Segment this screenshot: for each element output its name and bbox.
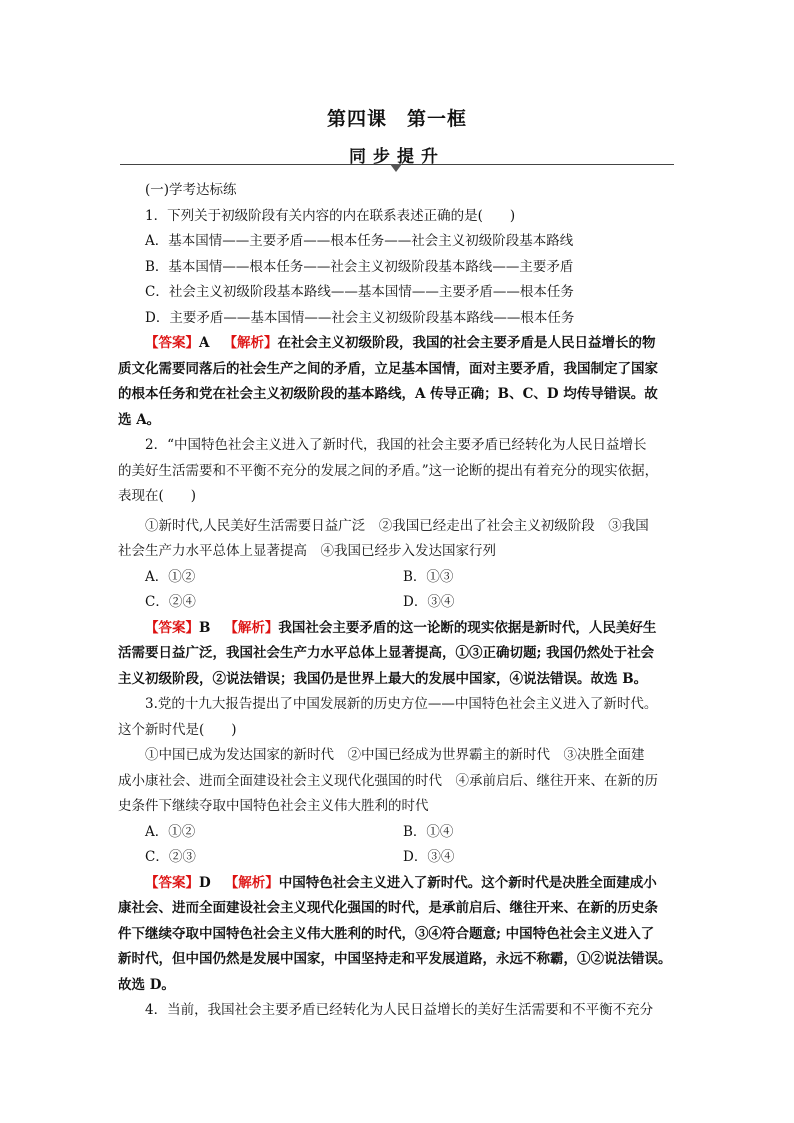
question-3-items-line-3: 史条件下继续夺取中国特色社会主义伟大胜利的时代 — [118, 798, 429, 814]
question-1-option-c: C．社会主义初级阶段基本路线——基本国情——主要矛盾——根本任务 — [145, 284, 574, 300]
question-3-stem-line-1: 3.党的十九大报告提出了中国发展新的历史方位——中国特色社会主义进入了新时代。 — [145, 696, 658, 712]
question-1-option-b: B．基本国情——根本任务——社会主义初级阶段基本路线——主要矛盾 — [145, 258, 574, 275]
analysis-label: 【解析】 — [224, 619, 279, 636]
question-3-items-line-1: ①中国已成为发达国家的新时代 ②中国已经成为世界霸主的新时代 ③决胜全面建 — [145, 747, 645, 763]
question-3-option-d: D．③④ — [403, 849, 455, 865]
question-2-option-c: C．②④ — [145, 594, 196, 610]
page-title: 第四课 第一框 — [326, 108, 467, 130]
question-2-option-b: B．①③ — [403, 568, 454, 585]
section-heading: (一)学考达标练 — [145, 182, 237, 198]
question-1-analysis-line-1: 【答案】A 【解析】在社会主义初级阶段，我国的社会主要矛盾是人民日益增长的物 — [145, 335, 656, 351]
question-3-option-a: A．①② — [145, 823, 196, 840]
question-1-option-d: D．主要矛盾——基本国情——社会主义初级阶段基本路线——根本任务 — [145, 309, 575, 326]
question-3-options-row-2 — [118, 845, 678, 871]
question-1-stem: 1．下列关于初级阶段有关内容的内在联系表述正确的是( ) — [145, 207, 516, 224]
question-4-stem: 4．当前，我国社会主要矛盾已经转化为人民日益增长的美好生活需要和不平衡不充分 — [145, 1002, 654, 1018]
question-2-analysis-line-1: 【答案】B 【解析】我国社会主要矛盾的这一论断的现实依据是新时代，人民美好生 — [145, 619, 657, 636]
question-3-analysis-line-4: 新时代，但中国仍然是发展中国家，中国坚持走和平发展道路，永远不称霸，①②说法错误。 — [118, 951, 672, 967]
question-2-stem-line-1: 2．“中国特色社会主义进入了新时代，我国的社会主要矛盾已经转化为人民日益增长 — [145, 437, 647, 453]
question-2-answer: B — [199, 619, 211, 636]
question-2-items-line-2: 社会生产力水平总体上显著提高 ④我国已经步入发达国家行列 — [118, 543, 496, 559]
question-2-analysis-line-2: 活需要日益广泛，我国社会生产力水平总体上显著提高，①③正确切题; 我国仍然处于社会 — [118, 645, 655, 661]
question-2-option-d: D．③④ — [403, 594, 455, 610]
question-3-analysis-line-2: 康社会、进而全面建设社会主义现代化强国的时代，是承前启后、继往开来、在新的历史条 — [118, 900, 658, 916]
analysis-label: 【解析】 — [224, 874, 279, 891]
analysis-label: 【解析】 — [223, 335, 278, 351]
question-2-analysis-line-3: 主义初级阶段，②说法错误；我国仍是世界上最大的发展中国家，④说法错误。故选 B。 — [118, 670, 648, 687]
question-2-option-a: A．①② — [145, 568, 196, 585]
question-3-option-b: B．①④ — [403, 823, 454, 840]
question-1-analysis-line-4: 选 A。 — [118, 411, 161, 428]
question-3-analysis-line-5: 故选 D。 — [118, 976, 175, 993]
question-3-stem-line-2: 这个新时代是( ) — [118, 721, 237, 738]
question-1-analysis-line-3: 的根本任务和党在社会主义初级阶段的基本路线，A 传导正确；B、C、D 均传导错误。故 — [118, 386, 658, 402]
question-3-options-row-1 — [118, 820, 678, 846]
question-3-answer: D — [199, 874, 211, 891]
question-3-analysis-line-3: 件下继续夺取中国特色社会主义伟大胜利的时代，③④符合题意; 中国特色社会主义进入了 — [118, 925, 655, 942]
question-3-analysis-line-1: 【答案】D 【解析】中国特色社会主义进入了新时代。这个新时代是决胜全面建成小 — [145, 874, 657, 891]
page-subtitle: 同步提升 — [349, 147, 445, 167]
question-1-option-a: A．基本国情——主要矛盾——根本任务——社会主义初级阶段基本路线 — [145, 233, 574, 249]
content-body — [118, 178, 678, 1024]
question-2-options-row-1 — [118, 565, 678, 591]
question-2-stem-line-2: 的美好生活需要和不平衡不充分的发展之间的矛盾。”这一论断的提出有着充分的现实依据， — [118, 462, 659, 479]
answer-label: 【答案】 — [145, 335, 199, 351]
triangle-marker-icon — [390, 164, 402, 172]
question-1-answer: A — [199, 335, 210, 351]
question-2-items-line-1: ①新时代,人民美好生活需要日益广泛 ②我国已经走出了社会主义初级阶段 ③我国 — [145, 517, 649, 534]
answer-label: 【答案】 — [145, 619, 199, 636]
question-3-items-line-2: 成小康社会、进而全面建设社会主义现代化强国的时代 ④承前启后、继往开来、在新的历 — [118, 772, 658, 789]
question-1-analysis-line-2: 质文化需要同落后的社会生产之间的矛盾，立足基本国情，面对主要矛盾，我国制定了国家 — [118, 360, 658, 377]
question-2-options-row-2 — [118, 590, 678, 616]
answer-label: 【答案】 — [145, 874, 199, 891]
question-3-option-c: C．②③ — [145, 849, 196, 865]
question-2-stem-line-3: 表现在( ) — [118, 488, 197, 504]
